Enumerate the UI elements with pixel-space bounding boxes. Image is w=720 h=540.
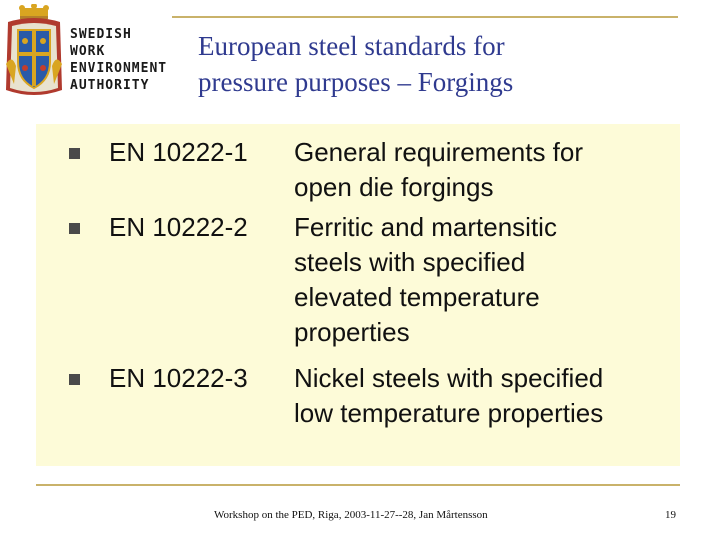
agency-logo <box>4 4 174 104</box>
title-line-2: pressure purposes – Forgings <box>198 67 514 97</box>
logo-line: ENVIRONMENT <box>70 61 168 76</box>
title-line-1: European steel standards for <box>198 31 505 61</box>
standard-code: EN 10222-3 <box>109 363 248 393</box>
page-number: 19 <box>665 509 676 521</box>
coat-of-arms-icon <box>4 4 64 100</box>
standard-desc-line: General requirements for <box>294 137 584 167</box>
standard-desc-line: open die forgings <box>294 172 494 202</box>
logo-text <box>70 26 167 94</box>
standard-desc-line: low temperature properties <box>294 398 604 428</box>
bullet-icon <box>69 374 80 385</box>
logo-line: WORK <box>70 44 106 59</box>
standard-desc-line: elevated temperature <box>294 282 540 312</box>
logo-line: SWEDISH <box>70 27 132 42</box>
footer-text: Workshop on the PED, Riga, 2003-11-27--28, Jan Mårtensson <box>214 509 488 521</box>
bullet-icon <box>69 223 80 234</box>
standard-desc-line: Ferritic and martensitic <box>294 212 557 242</box>
bullet-icon <box>69 148 80 159</box>
logo-line: AUTHORITY <box>70 78 150 93</box>
slide-title <box>198 28 678 100</box>
standard-code: EN 10222-2 <box>109 212 248 242</box>
bottom-divider <box>36 484 680 486</box>
standard-desc-line: Nickel steels with specified <box>294 363 604 393</box>
standard-code: EN 10222-1 <box>109 137 248 167</box>
content-area <box>36 124 680 466</box>
top-divider <box>172 16 678 18</box>
standard-desc-line: properties <box>294 317 410 347</box>
standard-desc-line: steels with specified <box>294 247 526 277</box>
